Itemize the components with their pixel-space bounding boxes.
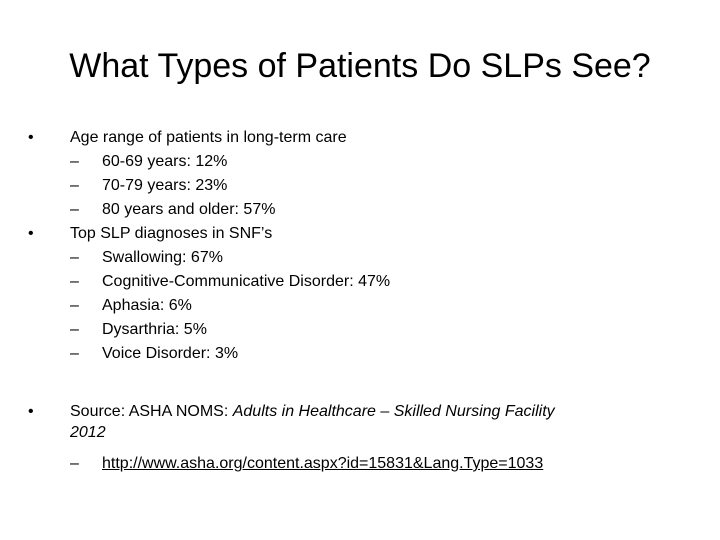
dash-glyph: – — [70, 249, 79, 266]
dash-glyph: – — [70, 345, 79, 362]
source-prefix: Source: ASHA NOMS: — [70, 403, 233, 420]
slide-body — [28, 126, 688, 476]
dash-glyph: – — [70, 201, 79, 218]
diagnosis-item-text: Voice Disorder: 3% — [102, 345, 239, 362]
diagnosis-item-text: Cognitive-Communicative Disorder: 47% — [102, 273, 391, 290]
bullet-glyph: • — [28, 403, 34, 420]
age-item-text: 70-79 years: 23% — [102, 177, 228, 194]
age-item — [28, 150, 688, 174]
source-link[interactable]: http://www.asha.org/content.aspx?id=15831&Lang.Type=1033 — [102, 455, 544, 472]
dash-glyph: – — [70, 153, 79, 170]
age-item — [28, 174, 688, 198]
spacer — [28, 366, 688, 400]
source-title: Adults in Healthcare – Skilled Nursing Facility — [232, 403, 555, 420]
slide-title: What Types of Patients Do SLPs See? — [69, 47, 651, 85]
bullet-glyph: • — [28, 129, 34, 146]
dash-glyph: – — [70, 177, 79, 194]
dash-glyph: – — [70, 273, 79, 290]
diagnosis-item-text: Swallowing: 67% — [102, 249, 223, 266]
source-link-item — [28, 452, 688, 476]
age-item — [28, 198, 688, 222]
age-item-text: 80 years and older: 57% — [102, 201, 276, 218]
age-range-heading: Age range of patients in long-term care — [70, 129, 347, 146]
source-year-line — [28, 424, 688, 442]
bullet-age-range — [28, 126, 688, 150]
diagnosis-item — [28, 318, 688, 342]
dash-glyph: – — [70, 455, 79, 472]
bullet-diagnoses — [28, 222, 688, 246]
diagnosis-item-text: Dysarthria: 5% — [102, 321, 207, 338]
diagnosis-item — [28, 270, 688, 294]
diagnosis-item — [28, 294, 688, 318]
age-item-text: 60-69 years: 12% — [102, 153, 228, 170]
diagnosis-item — [28, 246, 688, 270]
dash-glyph: – — [70, 297, 79, 314]
bullet-glyph: • — [28, 225, 34, 242]
diagnosis-item — [28, 342, 688, 366]
source-year: 2012 — [70, 424, 106, 441]
bullet-source — [28, 400, 688, 424]
diagnoses-heading: Top SLP diagnoses in SNF’s — [70, 225, 273, 242]
spacer — [28, 442, 688, 452]
diagnosis-item-text: Aphasia: 6% — [102, 297, 192, 314]
dash-glyph: – — [70, 321, 79, 338]
